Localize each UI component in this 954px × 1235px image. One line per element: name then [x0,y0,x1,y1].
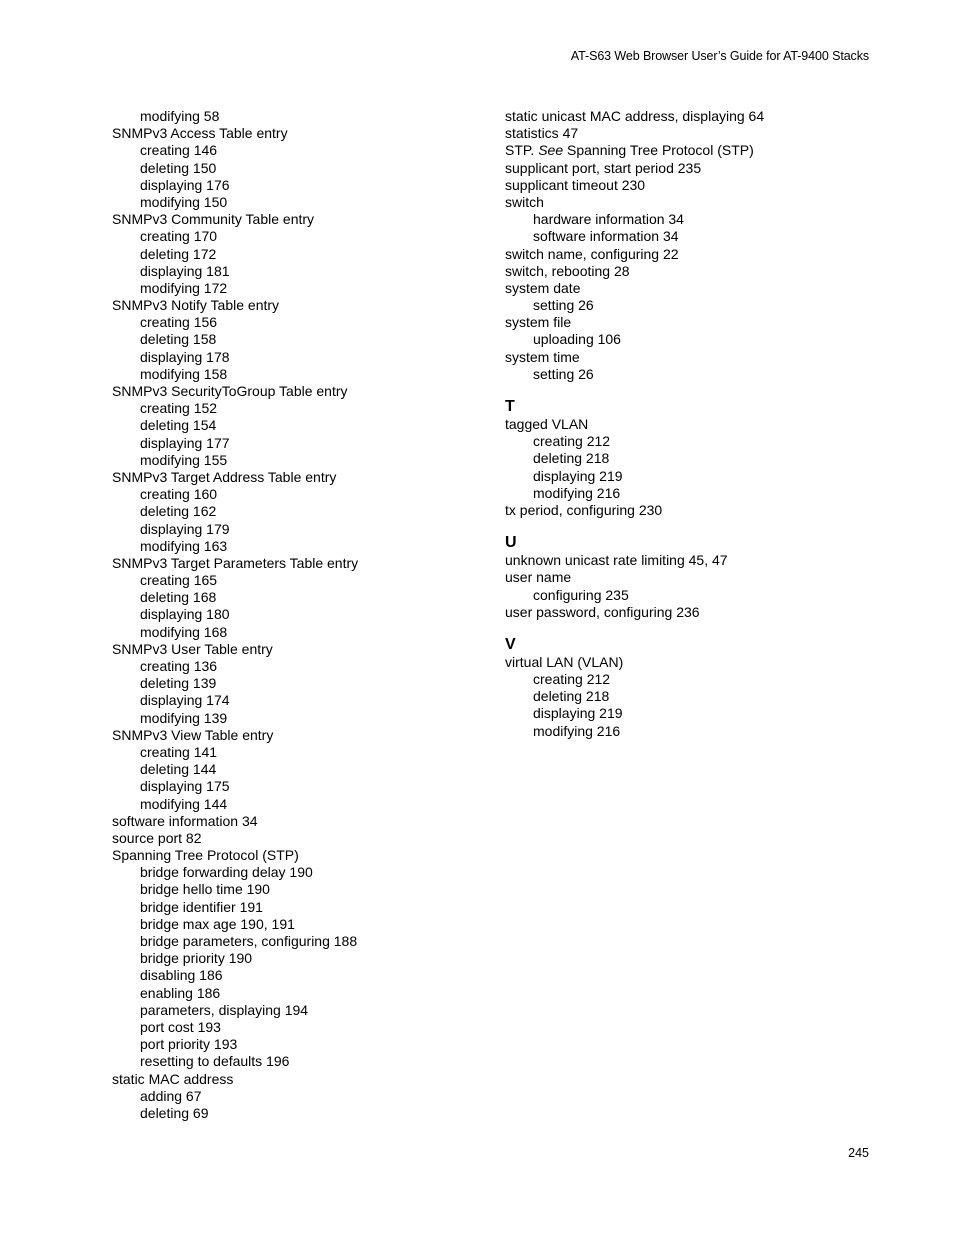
index-subentry: modifying 163 [140,537,228,554]
index-subentry: creating 141 [140,743,218,760]
index-subentry: hardware information 34 [533,211,684,228]
index-subentry: resetting to defaults 196 [140,1053,290,1070]
index-section-letter: U [505,534,517,552]
index-entry: switch name, configuring 22 [505,245,679,262]
index-subentry: deleting 69 [140,1104,209,1121]
index-subentry: creating 146 [140,142,218,159]
index-entry: SNMPv3 User Table entry [112,640,273,657]
index-entry: system time [505,348,580,365]
index-entry: SNMPv3 Target Parameters Table entry [112,554,359,571]
index-subentry: creating 212 [533,433,611,450]
index-subentry: bridge max age 190, 191 [140,915,295,932]
index-subentry: modifying 172 [140,279,228,296]
index-subentry: bridge parameters, configuring 188 [140,933,358,949]
index-subentry: displaying 219 [533,705,623,722]
index-entry: supplicant port, start period 235 [505,159,702,176]
index-subentry: deleting 139 [140,675,217,692]
index-subentry: adding 67 [140,1087,202,1104]
index-entry: user name [505,569,572,586]
index-subentry: configuring 235 [533,586,629,603]
index-entry: SNMPv3 Access Table entry [112,125,288,142]
index-entry: switch, rebooting 28 [505,262,630,279]
index-subentry: modifying 155 [140,451,228,468]
index-subentry: bridge priority 190 [140,950,253,967]
index-subentry: modifying 158 [140,365,228,382]
index-subentry: modifying 144 [140,795,228,812]
index-subentry: creating 212 [533,671,611,688]
index-entry: source port 82 [112,829,202,846]
index-subentry: deleting 144 [140,761,217,778]
index-subentry: bridge identifier 191 [140,898,263,915]
index-subentry: deleting 172 [140,245,217,262]
index-subentry: creating 160 [140,486,218,503]
running-header: AT-S63 Web Browser User’s Guide for AT-9400 Stacks [570,49,869,63]
index-subentry: creating 170 [140,228,218,245]
index-section-letter: T [505,398,515,415]
index-section-letter: V [505,635,516,653]
index-subentry: deleting 154 [140,417,217,434]
index-entry: SNMPv3 Target Address Table entry [112,468,337,485]
index-entry: SNMPv3 View Table entry [112,726,274,743]
index-subentry: setting 26 [533,297,594,314]
index-entry: switch [505,193,544,210]
index-subentry: deleting 218 [533,688,610,705]
see-target: Spanning Tree Protocol (STP) [563,142,754,159]
index-entry: tx period, configuring 230 [505,501,663,518]
index-subentry: displaying 177 [140,434,230,451]
index-subentry: modifying 168 [140,623,228,640]
index-subentry: modifying 216 [533,484,621,501]
index-subentry: deleting 162 [140,503,217,520]
see-before: STP. [505,142,539,159]
index-entry: unknown unicast rate limiting 45, 47 [505,552,728,569]
index-subentry: displaying 178 [140,348,230,365]
index-subentry: enabling 186 [140,984,221,1001]
index-subentry: displaying 175 [140,778,230,795]
index-subentry: port cost 193 [140,1018,221,1035]
index-subentry: creating 152 [140,400,218,417]
index-subentry: displaying 181 [140,262,230,279]
index-entry-cross-reference [505,142,925,159]
index-subentry: displaying 219 [533,467,623,484]
index-entry: SNMPv3 SecurityToGroup Table entry [112,383,348,399]
index-subentry: creating 156 [140,314,218,331]
index-entry: statistics 47 [505,125,579,142]
index-subentry: modifying 58 [140,108,220,124]
index-entry: software information 34 [112,812,258,829]
index-subentry: creating 136 [140,658,218,674]
index-subentry: modifying 139 [140,709,228,726]
index-subentry: bridge hello time 190 [140,881,270,898]
index-subentry: deleting 150 [140,159,217,176]
index-subentry: deleting 218 [533,450,610,467]
index-subentry: modifying 216 [533,722,621,739]
see-reference: See [538,142,564,159]
index-entry: static MAC address [112,1070,234,1087]
index-entry: virtual LAN (VLAN) [505,653,624,670]
index-subentry: software information 34 [533,228,679,245]
index-subentry: parameters, displaying 194 [140,1001,309,1018]
index-subentry: bridge forwarding delay 190 [140,864,313,881]
index-entry: tagged VLAN [505,416,589,432]
index-subentry: creating 165 [140,572,218,589]
index-subentry: modifying 150 [140,193,228,210]
index-subentry: uploading 106 [533,331,621,348]
index-subentry: port priority 193 [140,1036,238,1053]
index-entry: SNMPv3 Notify Table entry [112,297,280,314]
index-entry: Spanning Tree Protocol (STP) [112,847,299,864]
index-entry: system file [505,314,572,331]
index-entry: system date [505,279,581,296]
index-subentry: displaying 179 [140,520,230,537]
page-number: 245 [848,1146,869,1160]
index-subentry: deleting 168 [140,589,217,606]
index-subentry: disabling 186 [140,967,223,984]
index-subentry: setting 26 [533,365,594,382]
index-column-right [505,108,925,740]
index-subentry: deleting 158 [140,331,217,348]
index-subentry: displaying 174 [140,692,230,709]
index-entry: SNMPv3 Community Table entry [112,211,315,228]
index-subentry: displaying 176 [140,176,230,193]
index-entry: static unicast MAC address, displaying 64 [505,108,765,124]
index-column-left [112,108,532,1122]
index-entry: user password, configuring 236 [505,603,700,620]
index-entry: supplicant timeout 230 [505,176,646,193]
index-subentry: displaying 180 [140,606,230,623]
